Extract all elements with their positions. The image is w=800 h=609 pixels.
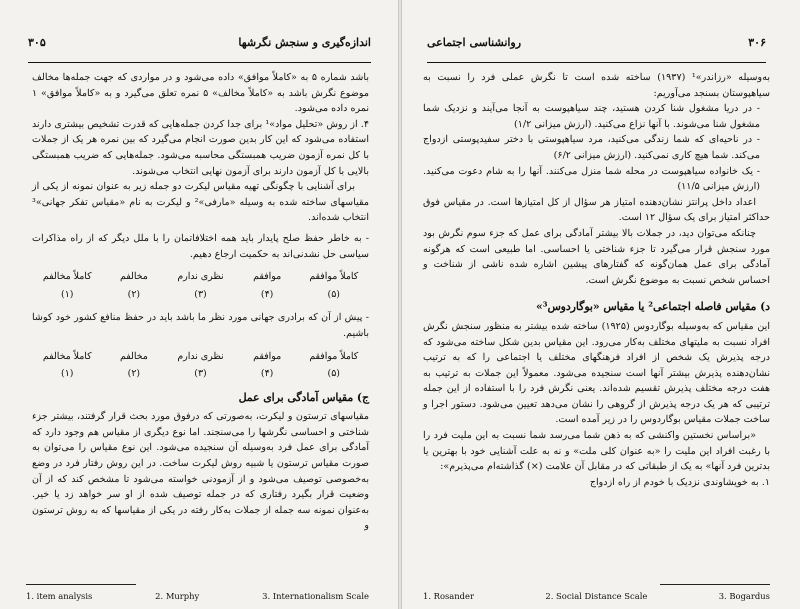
scale-number: (۴) — [260, 288, 274, 300]
scale-number: (۱) — [61, 288, 74, 300]
footnote: 1. item analysis — [26, 591, 93, 601]
right-intro: به‌وسیله «رزاندر»¹ (۱۹۳۷) ساخته شده است تا نگرش عملی فرد را نسبت به سیاهپوستان بسنجد می‌آوریم: — [423, 72, 771, 99]
statement-1: - به خاطر حفظ صلح پایدار باید همه اختلافاتمان را با ملل دیگر که از راه مذاکرات سیاسی حل نشدنی‌اند به حکمیت ارجاع دهیم. — [32, 232, 369, 260]
scale-number: (۱) — [61, 368, 74, 380]
section-heading-readiness: ج) مقیاس آمادگی برای عمل — [238, 390, 369, 404]
right-page-title: روانشناسی اجتماعی — [427, 36, 522, 49]
likert-scale-numbers-1 — [38, 287, 363, 303]
right-header-rule — [427, 62, 766, 63]
right-page-number: ۳۰۶ — [748, 36, 766, 49]
scale-label: مخالفم — [119, 271, 148, 283]
scale-label: موافقم — [253, 271, 282, 283]
scale-label: موافقم — [253, 350, 282, 362]
scale-label: کاملاً موافقم — [309, 271, 359, 283]
likert-scale-labels-2 — [38, 349, 363, 365]
left-paragraph-2: ۴. از روش «تحلیل مواد»¹ برای جدا کردن جمله‌هایی که قدرت تشخیص بیشتری دارند استفاده می‌شود که این کار بدین صورت انجام می‌گیرد که بین نمره هر یک از جملات با کل نمره آزمون ضریب همبستگی محاسبه می‌شود. جمله‌هایی که ضریب همبستگی بالایی با کل آزمون دارند برای آزمون نهایی انتخاب می‌شوند. — [32, 118, 369, 177]
right-footnotes — [423, 591, 770, 601]
list-item: ۱. به خویشاوندی نزدیک با خودم از راه ازدواج — [589, 476, 770, 488]
left-footnote-rule — [26, 584, 136, 585]
list-item: - در ناحیه‌ای که شما زندگی می‌کنید، مرد سیاهپوستی با دختر سفیدپوستی ازدواج می‌کند. شما هیچ کاری نمی‌کنید. (ارزش میزانی ۶/۲) — [423, 134, 760, 161]
footnote: 2. Murphy — [155, 591, 200, 601]
section-paragraph-social-distance: این مقیاس که به‌وسیله بوگاردوس (۱۹۲۵) ساخته شده بیشتر به منظور سنجش نگرش افراد نسبت به ملیتهای مختلف به‌کار می‌رود. این مقیاس بدین شکل ساخته می‌شود که درجه پذیرش یک شخص از افراد فرهنگهای مختلف یا اجتماعی را که به ترتیب نشان‌دهنده پذیرش بیشتر آنها است سنجیده می‌شود. معمولاً این جملات به ترتیب به هفت درجه مختلف پذیرش تقسیم شده‌اند. یعنی نگرش فرد را با استفاده از این جمله ترتیبی که هر یک درجه پذیرش از گروهی را نشان می‌دهد تعیین می‌شود. دستور اجرا و ساخت جملات مقیاس بوگاردوس را در زیر آمده است. — [423, 320, 770, 426]
right-paragraph-2: چنانکه می‌توان دید، در جملات بالا بیشتر آمادگی برای عمل که جزء سوم نگرش بود مورد سنجش قرار می‌گیرد تا جزء شناختی یا احساسی. اما طبیعی است که هرگونه آمادگی برای عمل همان‌گونه که گفتارهای پیشین اشاره شده ناشی از شناخت و احساس شخص نسبت به موضوع نگرش است. — [423, 227, 770, 286]
scale-number: (۳) — [194, 368, 207, 380]
right-footnote-rule — [660, 584, 770, 585]
left-header-rule — [28, 62, 371, 63]
left-page-body — [32, 70, 369, 534]
scale-label: مخالفم — [119, 350, 148, 362]
scale-number: (۵) — [327, 368, 340, 380]
scale-label: نظری ندارم — [177, 350, 224, 362]
right-page-header — [427, 36, 766, 54]
right-page-body — [423, 70, 770, 490]
scale-label: کاملاً مخالفم — [42, 271, 92, 283]
list-item: - در دریا مشغول شنا کردن هستید، چند سیاهپوست به آنجا می‌آیند و نزدیک شما مشغول شنا می‌شوند. با آنها نزاع می‌کنید. (ارزش میزانی ۱/۲) — [423, 103, 760, 130]
list-item: - یک خانواده سیاهپوست در محله شما منزل می‌کنند. آنها را به شام دعوت می‌کنید. (ارزش میزانی ۱۱/۵) — [423, 165, 760, 193]
scale-label: نظری ندارم — [177, 271, 224, 283]
left-paragraph-1: باشد شماره ۵ به «کاملاً موافق» داده می‌شود و در مواردی که جهت جمله‌ها مخالف موضوع نگرش باشد به «کاملاً مخالف» ۵ نمره تعلق می‌گیرد و به «کاملاً موافق» ۱ نمره داده می‌شود. — [32, 72, 369, 115]
likert-scale-labels-1 — [38, 269, 363, 285]
scale-number: (۴) — [260, 368, 274, 380]
left-paragraph-3: برای آشنایی با چگونگی تهیه مقیاس لیکرت دو جمله زیر به عنوان نمونه از یکی از مقیاسهای ساخته شده به وسیله «مارفی»² و لیکرت به نام «مقیاس تفکر جهانی»³ انتخاب شده‌اند. — [32, 181, 369, 224]
left-footnotes — [26, 591, 369, 601]
scale-label: کاملاً مخالفم — [42, 350, 92, 362]
footnote: 2. Social Distance Scale — [545, 591, 648, 601]
right-page — [400, 0, 800, 609]
footnote: 1. Rosander — [423, 591, 475, 601]
right-paragraph-1: اعداد داخل پرانتز نشان‌دهنده امتیاز هر سؤال از کل امتیازها است. در مقیاس فوق حداکثر امتیاز برای یک سؤال ۱۲ است. — [423, 196, 770, 224]
likert-scale-numbers-2 — [38, 366, 363, 382]
scale-number: (۵) — [327, 288, 340, 300]
statement-2: - پیش از آن که برادری جهانی مورد نظر ما باشد باید در حفظ منافع کشور خود کوشا باشیم. — [32, 312, 369, 339]
scale-number: (۲) — [127, 288, 141, 300]
footnote: 3. Internationalism Scale — [262, 591, 369, 601]
instruction-quote: «براساس نخستین واکنشی که به ذهن شما می‌رسد شما نسبت به این ملیت فرد را با رغبت افراد این ملیت را «به عنوان کلی ملت» و نه به علت آشنایی خود با بهترین یا بدترین فرد آنها» به یک از طبقاتی که در مقابل آن علامت (×) گذاشته‌ام می‌پذیرم»: — [423, 430, 770, 473]
book-gutter — [398, 0, 402, 609]
left-page-number: ۳۰۵ — [28, 36, 46, 49]
footnote: 3. Bogardus — [718, 591, 770, 601]
scale-number: (۲) — [127, 368, 141, 380]
section-heading-social-distance: د) مقیاس فاصله اجتماعی² یا مقیاس «بوگاردوس³» — [535, 300, 770, 314]
section-paragraph-readiness: مقیاسهای ترستون و لیکرت، به‌صورتی که درفوق مورد بحث قرار گرفتند، بیشتر جزء شناختی و احساسی نگرشها را می‌سنجند. اما نوع دیگری از مقیاس هم وجود دارد که آمادگی برای عمل فرد به‌وسیله آن سنجیده می‌شود. این نوع مقیاس را می‌توان به صورت مقیاس ترستون یا شبیه روش لیکرت ساخت. در این روش رفتار فرد در وضع به‌خصوصی توصیف می‌شود و از آزمودنی خواسته می‌شود تا مشخص کند که از آن وضعیت قرار بگیرد رفتاری که در جمله توصیف شده از او سر خواهد زد یا خیر. به‌عنوان نمونه سه جمله از جملات به‌کار رفته در یکی از مقیاسها که به روش ترستون و — [32, 411, 369, 532]
left-page-header — [28, 36, 371, 54]
scale-number: (۳) — [194, 288, 207, 300]
scale-label: کاملاً موافقم — [309, 350, 359, 362]
left-page-title: اندازه‌گیری و سنجش نگرشها — [238, 36, 371, 49]
